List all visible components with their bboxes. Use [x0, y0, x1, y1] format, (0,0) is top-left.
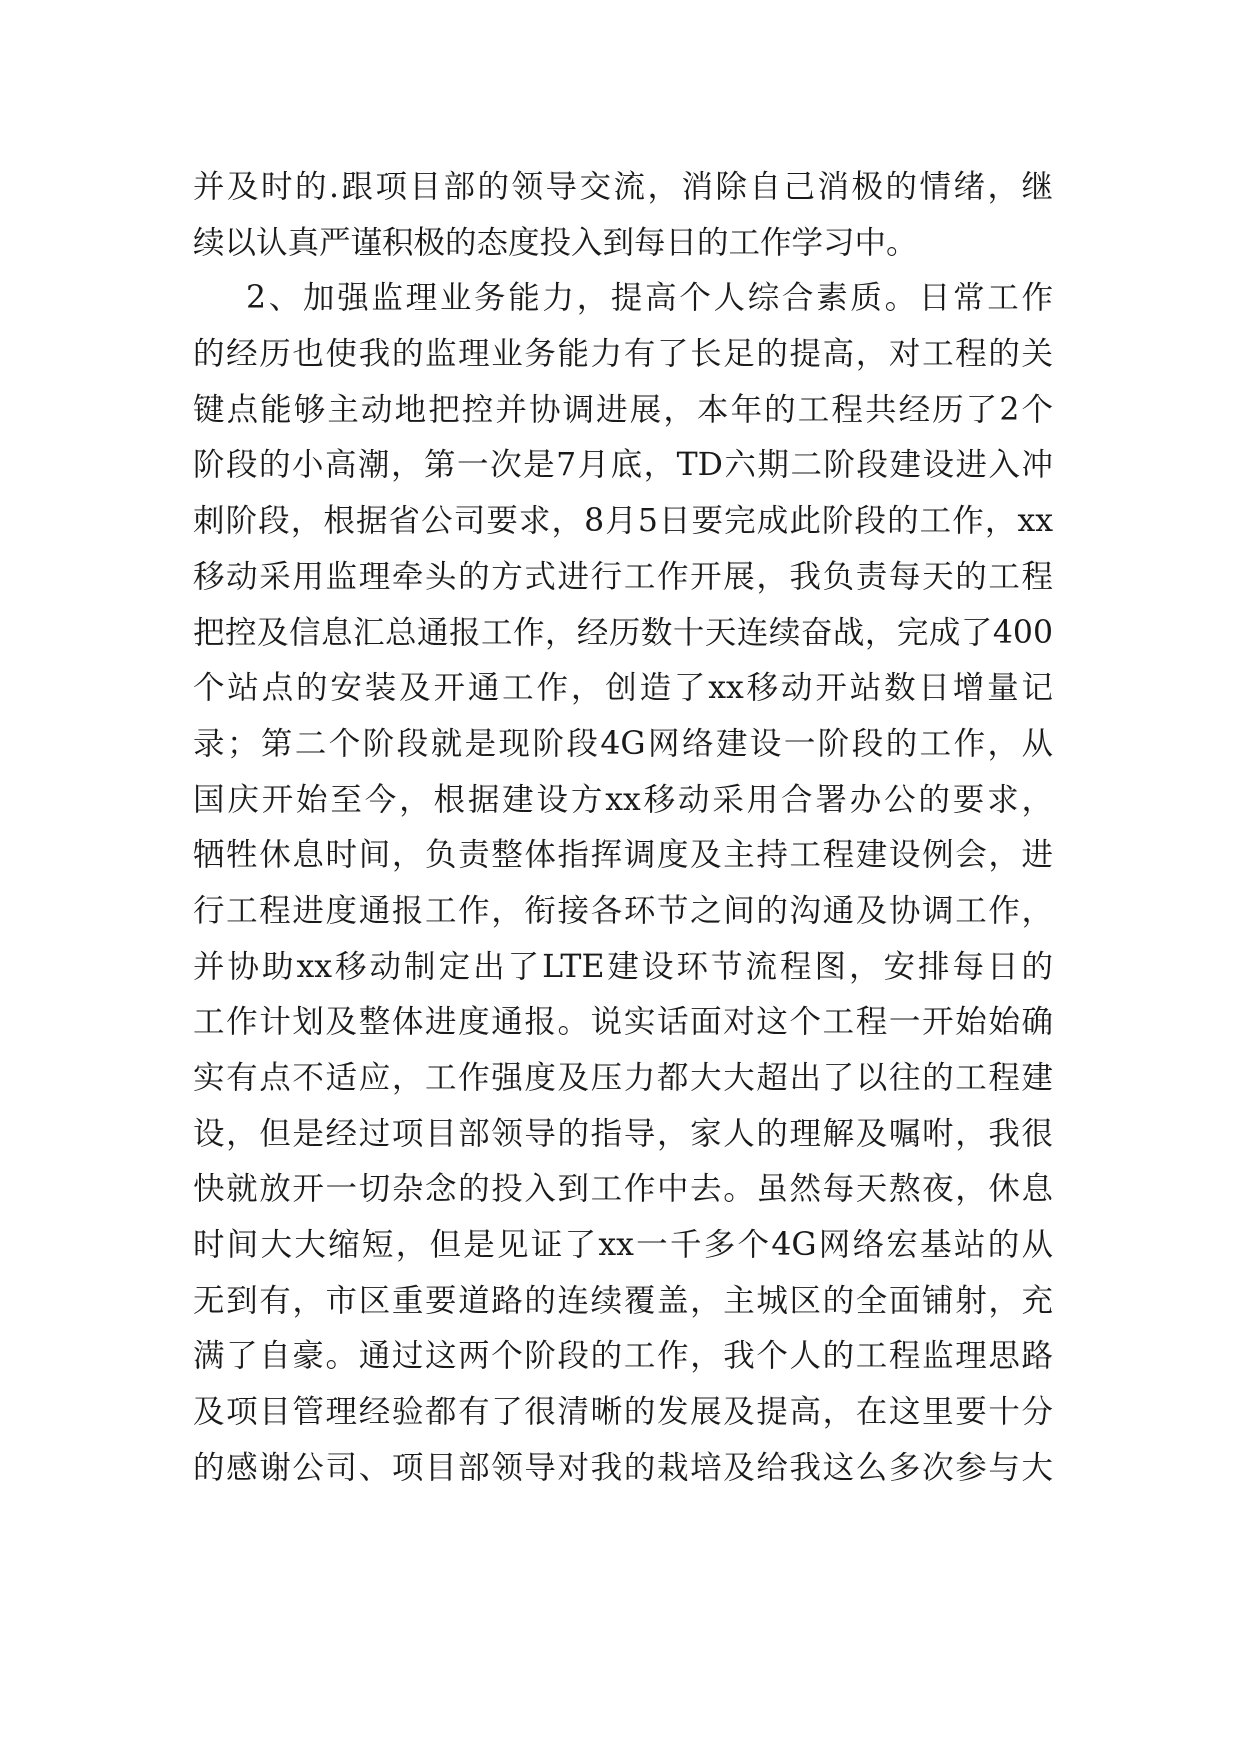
- text-line: 的感谢公司、项目部领导对我的栽培及给我这么多次参与大: [193, 1449, 1053, 1486]
- text-line: 设，但是经过项目部领导的指导，家人的理解及嘱咐，我很: [193, 1115, 1053, 1152]
- text-line: 无到有，市区重要道路的连续覆盖，主城区的全面铺射，充: [193, 1282, 1053, 1319]
- text-line: 时间大大缩短，但是见证了xx一千多个4G网络宏基站的从: [193, 1227, 1053, 1264]
- text-line: 的经历也使我的监理业务能力有了长足的提高，对工程的关: [193, 336, 1053, 373]
- text-line: 牺牲休息时间，负责整体指挥调度及主持工程建设例会，进: [193, 837, 1053, 874]
- text-line: 及项目管理经验都有了很清晰的发展及提高，在这里要十分: [193, 1394, 1053, 1431]
- paragraph-start-line: 2、加强监理业务能力，提高个人综合素质。日常工作: [246, 280, 1053, 317]
- text-line: 并协助xx移动制定出了LTE建设环节流程图，安排每日的: [193, 948, 1053, 985]
- text-line: 续以认真严谨积极的态度投入到每日的工作学习中。: [193, 224, 918, 261]
- text-line: 国庆开始至今，根据建设方xx移动采用合署办公的要求，: [193, 781, 1053, 818]
- text-line: 移动采用监理牵头的方式进行工作开展，我负责每天的工程: [193, 558, 1053, 595]
- text-line: 行工程进度通报工作，衔接各环节之间的沟通及协调工作，: [193, 892, 1053, 929]
- text-line: 个站点的安装及开通工作，创造了xx移动开站数日增量记: [193, 670, 1053, 707]
- text-line: 并及时的.跟项目部的领导交流，消除自己消极的情绪，继: [193, 169, 1053, 205]
- text-line: 满了自豪。通过这两个阶段的工作，我个人的工程监理思路: [193, 1338, 1053, 1375]
- text-line: 阶段的小高潮，第一次是7月底，TD六期二阶段建设进入冲: [193, 447, 1053, 484]
- text-line: 刺阶段，根据省公司要求，8月5日要完成此阶段的工作，xx: [193, 503, 1053, 540]
- text-line: 工作计划及整体进度通报。说实话面对这个工程一开始始确: [193, 1004, 1053, 1041]
- text-line: 快就放开一切杂念的投入到工作中去。虽然每天熬夜，休息: [193, 1171, 1053, 1208]
- body-text: [193, 160, 1053, 1497]
- text-line: 把控及信息汇总通报工作，经历数十天连续奋战，完成了400: [193, 614, 1053, 651]
- text-line: 键点能够主动地把控并协调进展，本年的工程共经历了2个: [193, 391, 1053, 428]
- text-line: 实有点不适应，工作强度及压力都大大超出了以往的工程建: [193, 1060, 1053, 1096]
- text-line: 录；第二个阶段就是现阶段4G网络建设一阶段的工作，从: [193, 725, 1053, 762]
